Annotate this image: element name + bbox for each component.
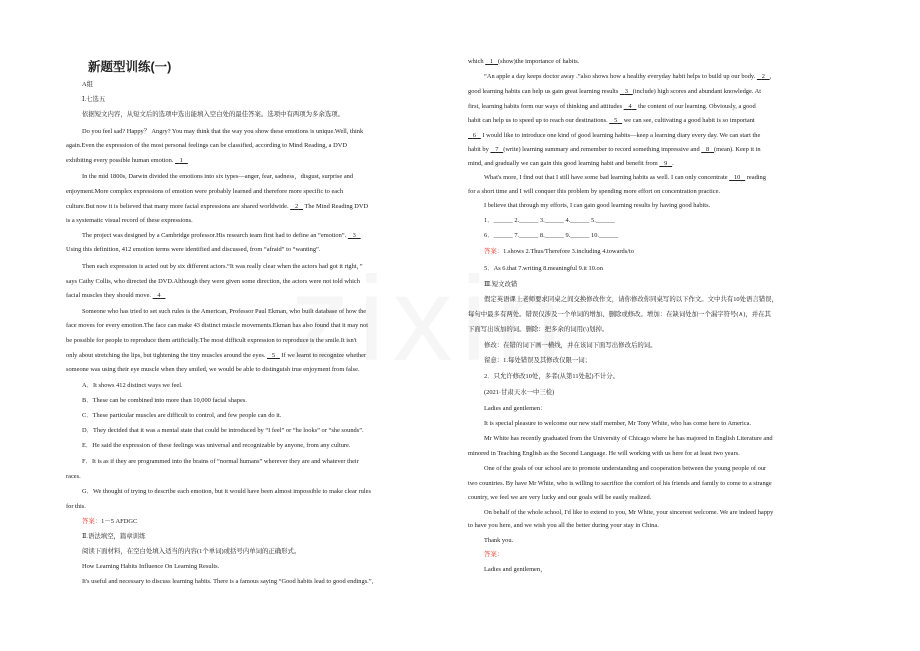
paragraph-line: which 1 (show)the importance of habits. xyxy=(468,58,580,65)
section-heading: Ⅲ.短文改错 xyxy=(484,281,518,288)
option-e: E．He said the expression of these feelings was universal and recognizable by anyone, from any culture. xyxy=(82,442,351,449)
paragraph-line: is a systematic visual record of these expressions. xyxy=(66,217,193,224)
instruction: 假定英语课上老师要求同桌之间交换修改作文，请你修改你同桌写的以下作文。文中共有10处语言错误， xyxy=(484,296,778,303)
paragraph-line: facial muscles they should move. 4 xyxy=(66,292,165,300)
paragraph-line: In the mid 1800s, Darwin divided the emotions into six types—anger, fear, sadness，disgust, surprise and xyxy=(82,173,354,180)
paragraph-line: someone was using their eye muscle when they smiled, we would be able to distinguish true enjoyment from false. xyxy=(66,366,360,373)
essay-line: One of the goals of our school are to promote understanding and cooperation between the young people of our xyxy=(484,465,767,472)
essay-line: minored in Teaching English as the Second Language. He will working with us here for at least two years. xyxy=(468,450,740,457)
paragraph-line: for a short time and I will conquer this problem by spending more effort on concentration practice. xyxy=(468,188,721,195)
answer-label: 答案： xyxy=(484,248,504,255)
instruction: 每句中最多有两处。错误仅涉及一个单词的增加、删除或修改。增加：在缺词处加一个漏字符号(∧)，并在其 xyxy=(468,311,771,318)
option-g-cont: for this. xyxy=(66,503,86,510)
answer-line: 答案：1－5 AFDGC xyxy=(82,518,138,525)
blank-4[interactable]: 4 xyxy=(157,292,161,299)
instruction: 阅读下面材料，在空白处填入适当的内容(1个单词)或括号内单词的正确形式。 xyxy=(82,548,301,555)
paragraph-line: Using this definition, 412 emotion terms were identified and discussed, from “afraid” to “wanting”. xyxy=(66,246,321,253)
paragraph-line: culture.But now it is believed that many more facial expressions are shared worldwide. 2 The Mind Reading DVD xyxy=(66,203,369,210)
blank-r8[interactable]: 8 xyxy=(706,146,710,153)
instruction: 2．只允许修改10处，多者(从第11处起)不计分。 xyxy=(484,373,620,380)
paragraph-line: Do you feel sad? Happy？ Angry? You may think that the way you show these emotions is unique.Well, think xyxy=(82,128,364,135)
paragraph-line: Someone who has tried to set such rules is the American, Professor Paul Ekman, who built database of how the xyxy=(82,308,367,315)
paragraph-line: It's useful and necessary to discuss learning habits. There is a famous saying “Good habits lead to good endings.”, xyxy=(82,578,374,585)
blank-r6[interactable]: 6 xyxy=(472,132,476,139)
essay-line: Thank you. xyxy=(484,537,514,544)
page-title: 新题型训练(一) xyxy=(88,60,172,74)
answer-label: 答案： xyxy=(484,551,504,558)
blank-row: 6．______ 7.______ 8.______ 9.______ 10.______ xyxy=(484,232,619,239)
paragraph-line: “An apple a day keeps doctor away .”also shows how a healthy everyday habit helps to build up our body. 2 , xyxy=(484,73,772,80)
paragraph-line: be possible for people to reproduce them artificially.The most difficult expression to reproduce is the smile.It isn't xyxy=(66,337,357,344)
essay-line: On behalf of the whole school, I'd like to extend to you, Mr White, your sincerest welcome. We are indeed happy xyxy=(484,509,774,516)
paragraph-line: again.Even the expression of the most personal feelings can be classified, according to Mind Reading, a DVD xyxy=(66,142,347,149)
paragraph-line: only about stretching the lips, but tightening the tiny muscles around the eyes. 5 If we learnt to recognize whether xyxy=(66,352,367,359)
essay-line: Ladies and gentlemen： xyxy=(484,405,547,412)
answer-line: 5．As 6.that 7.writing 8.meaningful 9.it 10.on xyxy=(484,265,603,272)
blank-r1[interactable]: 1 xyxy=(490,58,494,65)
section-heading: Ⅰ.七选五 xyxy=(82,96,106,103)
essay-line: Mr White has recently graduated from the University of Chicago where he has majored in English Literature and xyxy=(484,435,773,442)
blank-row: 1．______ 2.______ 3.______ 4.______ 5.______ xyxy=(484,217,616,224)
blank-r9[interactable]: 9 xyxy=(664,160,668,167)
paragraph-line: 6 I would like to introduce one kind of good learning habits—keep a learning diary every day. We can start the xyxy=(468,132,760,140)
paragraph-line: The project was designed by a Cambridge professor.His research team first had to define an “emotion”. 3 xyxy=(82,232,361,240)
essay-line: two countries. By have Mr White, who is willing to sacrifice the comfort of his friends and family to come to a strange xyxy=(468,480,772,487)
blank-2[interactable]: 2 xyxy=(294,203,299,210)
option-a: A．It shows 412 distinct ways we feel. xyxy=(82,382,183,389)
blank-3[interactable]: 3 xyxy=(352,232,356,239)
essay-line: Ladies and gentlemen， xyxy=(484,566,547,573)
blank-5[interactable]: 5 xyxy=(271,352,276,359)
option-d: D．They decided that it was a mental state that could be introduced by “I feel” or “he looks” or “she sounds”. xyxy=(82,427,364,434)
section-heading: Ⅱ.语法填空，篇章训练 xyxy=(82,533,146,540)
paragraph-line: face moves for every emotion.The face can make 43 distinct muscle movements.Ekman has also found that it may not xyxy=(66,322,369,329)
source-note: (2021·甘肃天水一中三检) xyxy=(484,389,555,396)
blank-r7[interactable]: 7 xyxy=(495,146,499,153)
instruction: 留意：1.每处错误及其修改仅限一词； xyxy=(484,357,592,364)
option-f: F．It is as if they are programmed into the brains of “normal humans” wherever they are and whatever their xyxy=(82,458,359,465)
paragraph-line: habit by 7 (write) learning summary and remember to record something impressive and 8 (mean). Keep it in xyxy=(468,146,761,153)
instruction: 下面写出该加的词。删除：把多余的词用(\)划掉。 xyxy=(468,326,609,333)
essay-line: It is special pleasure to welcome our new staff member, Mr Tony White, who has come here to America. xyxy=(484,420,752,427)
passage-title: How Learning Habits Influence On Learning Results. xyxy=(82,563,220,570)
blank-1[interactable]: 1 xyxy=(179,157,183,164)
paragraph-line: What's more, I find out that I still have some bad learning habits as well. I can only concentrate 10 reading xyxy=(484,174,766,181)
essay-line: to have you here, and we wish you all the better during your stay in China. xyxy=(468,522,659,529)
paragraph-line: habit can help us to speed up to reach our destinations. 5 we can see, cultivating a good habit is so important xyxy=(468,117,755,124)
blank-r2[interactable]: 2 xyxy=(761,73,765,80)
option-b: B．These can be combined into more than 10,000 facial shapes. xyxy=(82,397,247,404)
paragraph-line: exhibiting every possible human emotion. 1 xyxy=(66,157,188,165)
paragraph-line: enjoyment.More complex expressions of emotion were probably learned and therefore more specific to each xyxy=(66,188,344,195)
blank-r5[interactable]: 5 xyxy=(614,117,618,124)
essay-line: country, we feel we are very lucky and our goals will be easily realized. xyxy=(468,494,652,501)
blank-r10[interactable]: 10 xyxy=(733,174,741,181)
answer-label: 答案： xyxy=(82,518,102,525)
blank-r3[interactable]: 3 xyxy=(624,88,628,95)
answer-line: 答案：1.shows 2.Thus/Therefore 3.including 4.towards/to xyxy=(484,248,634,255)
option-f-cont: races. xyxy=(66,473,81,480)
option-g: G．We thought of trying to describe each emotion, but it would have been almost impossible to make clear rules xyxy=(82,488,371,495)
paragraph-line: first, learning habits form our ways of thinking and attitudes 4 the content of our learning. Obviously, a good xyxy=(468,103,756,110)
instruction: 依据短文内容，从短文后的选项中选出能填入空白处的最佳答案。选项中有两项为多余选项。 xyxy=(82,111,345,118)
paragraph-line: says Cathy Collis, who directed the DVD.Although they were given some direction, the actors were not told which xyxy=(66,278,360,285)
group-label: A组 xyxy=(82,81,94,88)
option-c: C．These particular muscles are difficult to control, and few people can do it. xyxy=(82,412,282,419)
paragraph-line: Then each expression is acted out by six different actors.“It was really clear when the actors had got it right，” xyxy=(82,263,363,270)
paragraph-line: good learning habits can help us gain great learning results 3 (include) high scores and abundant knowledge. At xyxy=(468,88,762,95)
paragraph-line: I believe that through my efforts, I can gain good learning results by having good habits. xyxy=(484,202,711,209)
blank-r4[interactable]: 4 xyxy=(628,103,632,110)
paragraph-line: mind, and gradually we can gain this good learning habit and benefit from 9 . xyxy=(468,160,674,167)
instruction: 修改：在错的词下画一横线，并在该词下面写出修改后的词。 xyxy=(484,342,657,349)
